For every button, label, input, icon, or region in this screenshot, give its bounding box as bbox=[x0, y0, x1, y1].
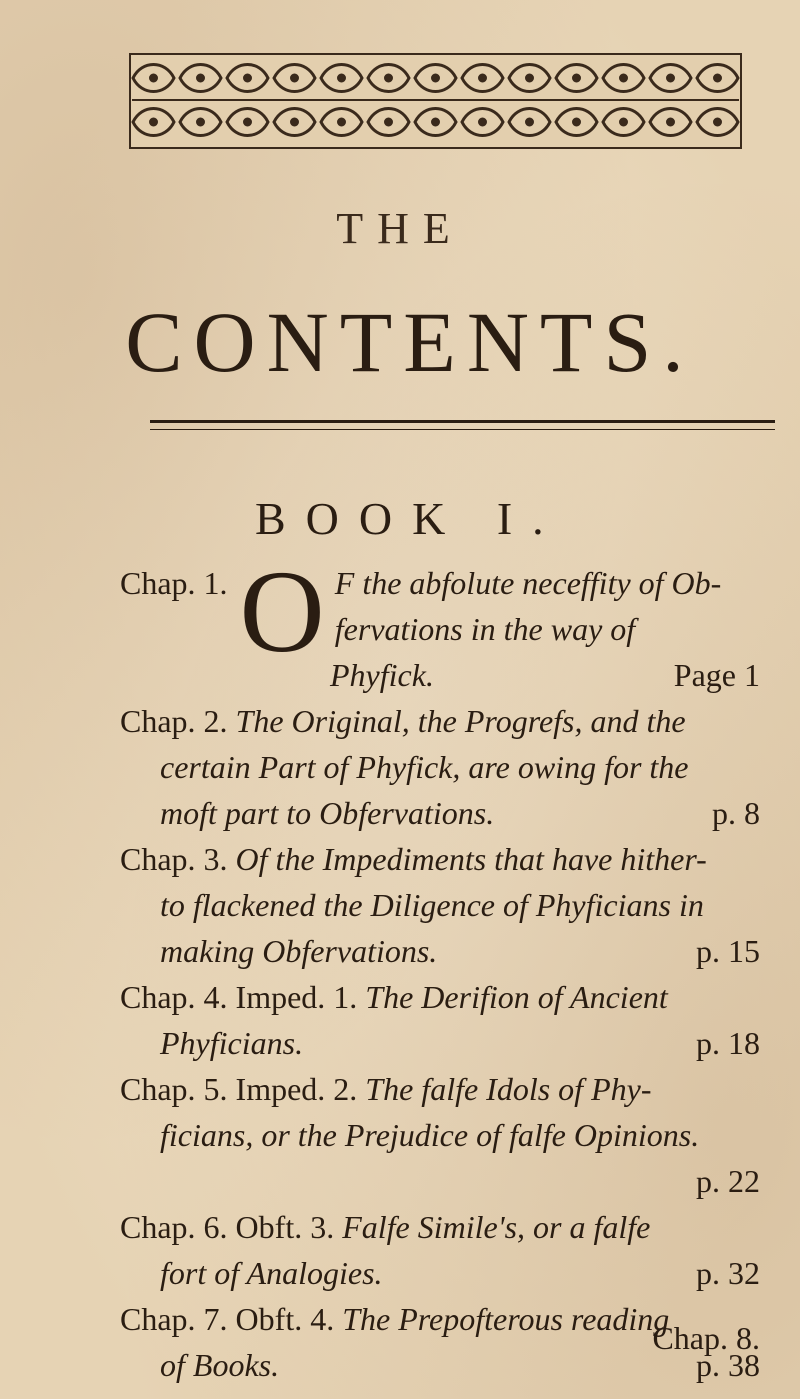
drop-cap: O bbox=[239, 546, 325, 677]
page-ref: p. 22 bbox=[696, 1163, 760, 1199]
entry-line: Phyficians. bbox=[160, 1025, 304, 1061]
scroll-dot bbox=[714, 118, 722, 126]
scroll-dot bbox=[432, 118, 440, 126]
entry-line: fort of Analogies. bbox=[160, 1255, 383, 1291]
scroll-dot bbox=[714, 74, 722, 82]
catchword: Chap. 8. bbox=[652, 1320, 760, 1356]
page-ref: Page 1 bbox=[673, 657, 760, 693]
scroll-dot bbox=[620, 118, 628, 126]
entry-line: to flackened the Diligence of Phyficians in bbox=[160, 887, 704, 923]
ornamental-headpiece bbox=[128, 52, 743, 150]
scroll-dot bbox=[479, 74, 487, 82]
scroll-dot bbox=[244, 74, 252, 82]
chapter-label: Chap. 2. bbox=[120, 703, 228, 739]
chapter-label: Chap. 1. bbox=[120, 565, 228, 601]
entry-line: The Prepofterous reading bbox=[342, 1301, 670, 1337]
scroll-dot bbox=[338, 118, 346, 126]
entry-line: Of the Impediments that have hither- bbox=[235, 841, 707, 877]
chapter-label: Chap. 7. Obft. 4. bbox=[120, 1301, 335, 1337]
scroll-dot bbox=[150, 118, 158, 126]
scroll-dot bbox=[526, 118, 534, 126]
entry-line: Phyfick. bbox=[330, 657, 434, 693]
toc-entry-2 bbox=[120, 698, 760, 836]
toc-entry-3 bbox=[120, 836, 760, 974]
entry-line: of Books. bbox=[160, 1347, 280, 1383]
scroll-dot bbox=[197, 118, 205, 126]
page-ref: p. 18 bbox=[696, 1025, 760, 1061]
page-ref: p. 38 bbox=[696, 1347, 760, 1383]
scroll-dot bbox=[385, 74, 393, 82]
page-ref: p. 32 bbox=[696, 1255, 760, 1291]
table-of-contents bbox=[120, 546, 760, 1388]
scroll-dot bbox=[667, 118, 675, 126]
entry-line: The falfe Idols of Phy- bbox=[365, 1071, 652, 1107]
scroll-dot bbox=[573, 74, 581, 82]
page-title: CONTENTS. bbox=[125, 294, 695, 390]
scroll-dot bbox=[573, 118, 581, 126]
entry-line: Falfe Simile's, or a falfe bbox=[342, 1209, 651, 1245]
entry-line: making Obfervations. bbox=[160, 933, 438, 969]
scroll-dot bbox=[667, 74, 675, 82]
scroll-dot bbox=[291, 74, 299, 82]
entry-line: fervations in the way of bbox=[334, 611, 636, 647]
entry-line: moft part to Obfervations. bbox=[160, 795, 495, 831]
title-rule bbox=[150, 420, 775, 430]
scroll-dot bbox=[620, 74, 628, 82]
entry-line: The Original, the Progrefs, and the bbox=[235, 703, 686, 739]
chapter-label: Chap. 3. bbox=[120, 841, 228, 877]
scroll-dot bbox=[479, 118, 487, 126]
scroll-dot bbox=[385, 118, 393, 126]
book-heading: BOOK I. bbox=[255, 493, 564, 544]
toc-entry-6 bbox=[120, 1204, 760, 1296]
scroll-dot bbox=[432, 74, 440, 82]
scroll-dot bbox=[291, 118, 299, 126]
header-the: THE bbox=[336, 204, 464, 253]
toc-entry-5 bbox=[120, 1066, 760, 1204]
chapter-label: Chap. 6. Obft. 3. bbox=[120, 1209, 335, 1245]
toc-entry-1 bbox=[120, 546, 760, 698]
scroll-dot bbox=[244, 118, 252, 126]
entry-line: F the abfolute neceffity of Ob- bbox=[334, 565, 722, 601]
chapter-label: Chap. 4. Imped. 1. bbox=[120, 979, 358, 1015]
scroll-dot bbox=[197, 74, 205, 82]
entry-line: ficians, or the Prejudice of falfe Opinions. bbox=[160, 1117, 700, 1153]
chapter-label: Chap. 5. Imped. 2. bbox=[120, 1071, 358, 1107]
page-ref: p. 8 bbox=[712, 795, 760, 831]
scroll-dot bbox=[526, 74, 534, 82]
page-ref: p. 15 bbox=[696, 933, 760, 969]
scroll-dot bbox=[150, 74, 158, 82]
entry-line: The Derifion of Ancient bbox=[365, 979, 668, 1015]
scroll-dot bbox=[338, 74, 346, 82]
toc-entry-4 bbox=[120, 974, 760, 1066]
entry-line: certain Part of Phyfick, are owing for the bbox=[160, 749, 689, 785]
